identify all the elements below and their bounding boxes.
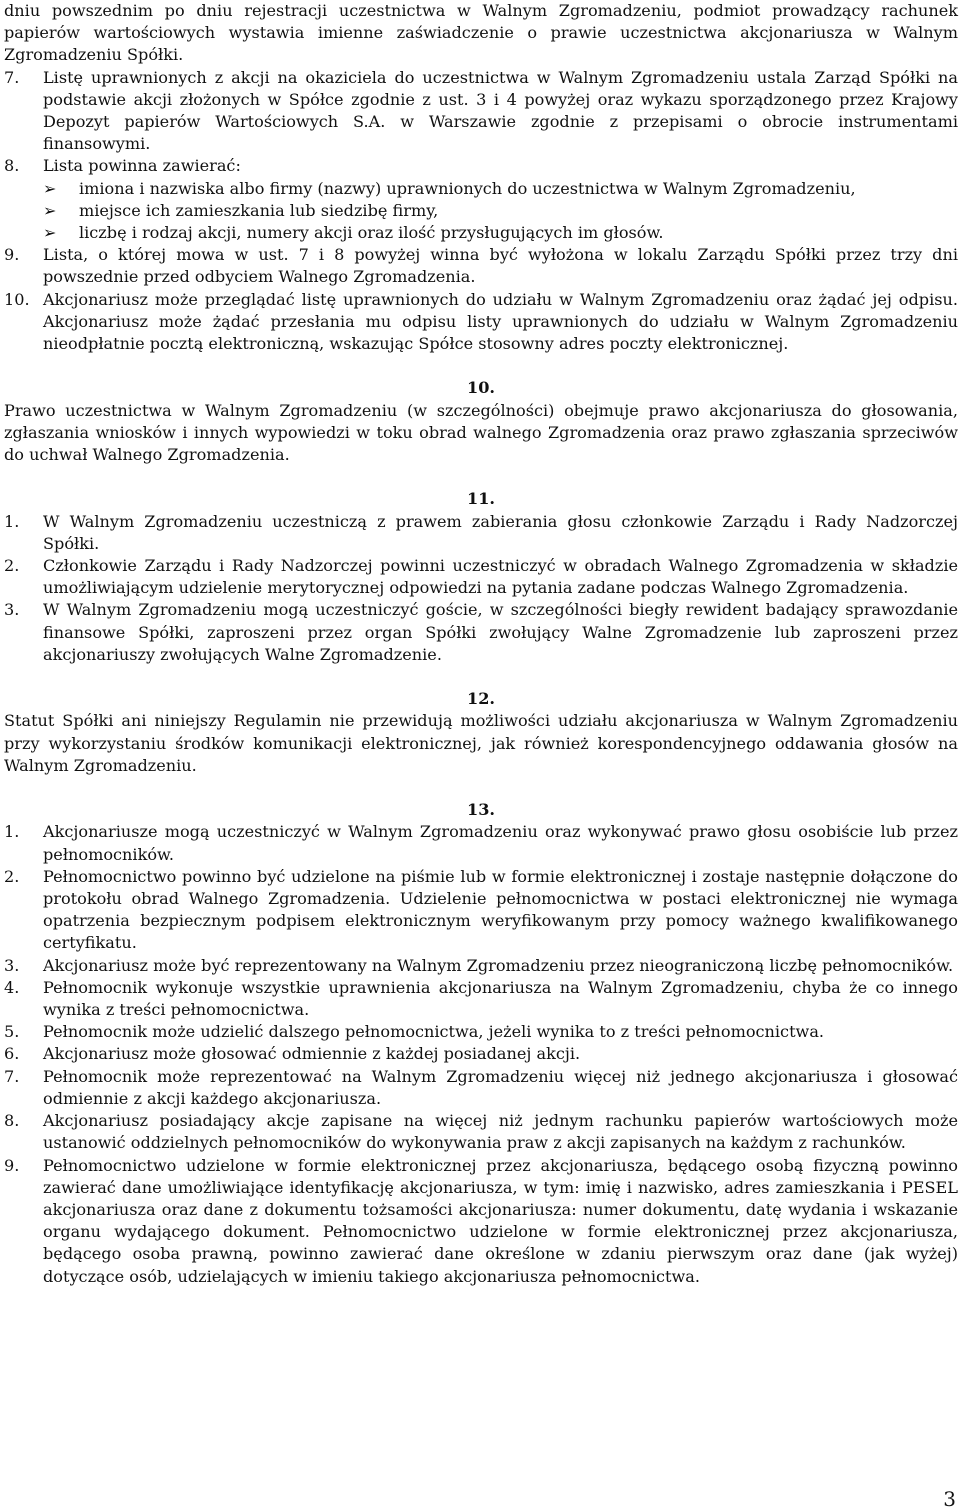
arrow-bullet-icon: ➢: [43, 223, 57, 243]
item-number: 8.: [4, 156, 20, 176]
sec13-item-8: [4, 1110, 958, 1154]
page-number: 3: [943, 1486, 956, 1511]
item-text: Pełnomocnictwo udzielone w formie elektronicznej przez akcjonariusza, będącego osobą fizyczną powinno zawierać dane umożliwiające identyfikację akcjonariusza, w tym: imię i nazwisko, adres zamieszkania i PESEL akcjonariusza oraz dane z dokumentu tożsamości akcjonariusza: numer dokumentu, datę wydania i wskazanie organu wydającego dokument. Pełnomocnictwo udzielone w formie elektronicznej przez akcjonariusza, będącego osoba prawną, powinno zawierać dane określone w zdaniu pierwszym oraz dane (jak wyżej) dotyczące osób, udzielających w imieniu takiego akcjonariusza pełnomocnictwa.: [43, 1155, 958, 1286]
item-text: Lista, o której mowa w ust. 7 i 8 powyżej winna być wyłożona w lokalu Zarządu Spółki przez trzy dni powszednie przed odbyciem Walnego Zgromadzenia.: [43, 245, 958, 287]
item-number: 9.: [4, 245, 20, 265]
sec9-item-8: [4, 155, 958, 177]
item-number: 10.: [4, 289, 30, 309]
item-number: 7.: [4, 1066, 20, 1086]
item-text: W Walnym Zgromadzeniu uczestniczą z prawem zabierania głosu członkowie Zarządu i Rady Nadzorczej Spółki.: [43, 511, 958, 553]
sec13-item-2: [4, 866, 958, 955]
item-text: Pełnomocnik wykonuje wszystkie uprawnienia akcjonariusza na Walnym Zgromadzeniu, chyba że co innego wynika z treści pełnomocnictwa.: [43, 977, 958, 1020]
sec9-item-9: [4, 244, 958, 288]
list-bullet-1: [43, 178, 958, 200]
item-number: 2.: [4, 556, 20, 576]
item-number: 1.: [4, 511, 20, 531]
item-text: Listę uprawnionych z akcji na okaziciela do uczestnictwa w Walnym Zgromadzeniu ustala Zarząd Spółki na podstawie akcji złożonych w Spółce zgodnie z ust. 3 i 4 powyżej oraz wykazu sporządzonego przez Krajowy Depozyt papierów Wartościowych S.A. w Warszawie zgodnie z przepisami o obrocie instrumentami finansowymi.: [43, 67, 958, 154]
item-text: Akcjonariusz może przeglądać listę uprawnionych do udziału w Walnym Zgromadzeniu oraz żądać jej odpisu. Akcjonariusz może żądać przesłania mu odpisu listy uprawnionych do udziału w Walnym Zgromadzeniu nieodpłatnie pocztą elektroniczną, wskazując Spółce stosowny adres poczty elektronicznej.: [43, 289, 958, 354]
item-text: Lista powinna zawierać:: [43, 156, 241, 176]
item-text: Akcjonariusze mogą uczestniczyć w Walnym Zgromadzeniu oraz wykonywać prawo głosu osobiście lub przez pełnomocników.: [43, 822, 958, 864]
sec13-item-1: [4, 821, 958, 865]
arrow-bullet-icon: ➢: [43, 200, 57, 220]
bullet-text: imiona i nazwiska albo firmy (nazwy) uprawnionych do uczestnictwa w Walnym Zgromadzeniu,: [79, 178, 856, 198]
list-bullet-3: [43, 222, 958, 244]
item-number: 6.: [4, 1044, 20, 1064]
item-text: Akcjonariusz może być reprezentowany na Walnym Zgromadzeniu przez nieograniczoną liczbę pełnomocników.: [43, 955, 954, 975]
sec13-item-3: [4, 955, 958, 977]
item-number: 8.: [4, 1111, 20, 1131]
bullet-text: miejsce ich zamieszkania lub siedzibę firmy,: [79, 200, 439, 220]
sec11-item-2: [4, 555, 958, 599]
item-number: 5.: [4, 1022, 20, 1042]
item-text: Pełnomocnik może reprezentować na Walnym Zgromadzeniu więcej niż jednego akcjonariusza i głosować odmiennie z akcji każdego akcjonariusza.: [43, 1066, 958, 1108]
section-heading-10: 10.: [467, 378, 495, 398]
item-number: 9.: [4, 1155, 20, 1175]
item-number: 4.: [4, 977, 20, 997]
item-number: 1.: [4, 822, 20, 842]
item-text: Pełnomocnictwo powinno być udzielone na piśmie lub w formie elektronicznej i zostaje następnie dołączone do protokołu obrad Walnego Zgromadzenia. Udzielenie pełnomocnictwa w postaci elektronicznej nie wymaga opatrzenia bezpiecznym podpisem elektronicznym weryfikowanym przy pomocy ważnego kwalifikowanego certyfikatu.: [43, 866, 958, 953]
list-bullet-2: [43, 200, 958, 222]
item-text: Akcjonariusz posiadający akcje zapisane na więcej niż jednym rachunku papierów wartościowych może ustanowić oddzielnych pełnomocników do wykonywania praw z akcji zapisanych na każdym z rachunków.: [43, 1111, 958, 1153]
section-heading-11: 11.: [467, 489, 495, 509]
item-number: 3.: [4, 600, 20, 620]
section-heading-12: 12.: [467, 689, 495, 709]
item-text: W Walnym Zgromadzeniu mogą uczestniczyć goście, w szczególności biegły rewident badający sprawozdanie finansowe Spółki, zaproszeni przez organ Spółki zwołujący Walne Zgromadzenie lub zaproszeni przez akcjonariuszy zwołujących Walne Zgromadzenie.: [43, 600, 958, 664]
sec13-item-7: [4, 1066, 958, 1110]
item-number: 2.: [4, 866, 20, 886]
document-page: [4, 0, 958, 1288]
section-12-text: Statut Spółki ani niniejszy Regulamin nie przewidują możliwości udziału akcjonariusza w Walnym Zgromadzeniu przy wykorzystaniu środków komunikacji elektronicznej, jak również korespondencyjnego oddawania głosów na Walnym Zgromadzeniu.: [4, 711, 958, 775]
item-text: Akcjonariusz może głosować odmiennie z każdej posiadanej akcji.: [43, 1044, 581, 1064]
sec11-item-3: [4, 599, 958, 666]
section-heading-13: 13.: [467, 800, 495, 820]
intro-paragraph: dniu powszednim po dniu rejestracji uczestnictwa w Walnym Zgromadzeniu, podmiot prowadzący rachunek papierów wartościowych wystawia imienne zaświadczenie o prawie uczestnictwa akcjonariusza w Walnym Zgromadzeniu Spółki.: [4, 1, 958, 65]
sec9-item-10: [4, 289, 958, 356]
section-10-text: Prawo uczestnictwa w Walnym Zgromadzeniu (w szczególności) obejmuje prawo akcjonariusza do głosowania, zgłaszania wniosków i innych wypowiedzi w toku obrad walnego Zgromadzenia oraz prawo zgłaszania sprzeciwów do uchwał Walnego Zgromadzenia.: [4, 400, 958, 465]
sec13-item-4: [4, 977, 958, 1021]
item-number: 7.: [4, 67, 20, 87]
sec13-item-5: [4, 1021, 958, 1043]
item-text: Członkowie Zarządu i Rady Nadzorczej powinni uczestniczyć w obradach Walnego Zgromadzenia w składzie umożliwiającym udzielenie merytorycznej odpowiedzi na pytania zadane podczas Walnego Zgromadzenia.: [43, 556, 958, 598]
sec13-item-6: [4, 1043, 958, 1065]
sec11-item-1: [4, 511, 958, 555]
sec13-item-9: [4, 1155, 958, 1288]
item-number: 3.: [4, 955, 20, 975]
bullet-text: liczbę i rodzaj akcji, numery akcji oraz ilość przysługujących im głosów.: [79, 223, 664, 243]
sec9-item-7: [4, 67, 958, 156]
item-text: Pełnomocnik może udzielić dalszego pełnomocnictwa, jeżeli wynika to z treści pełnomocnictwa.: [43, 1022, 825, 1042]
arrow-bullet-icon: ➢: [43, 178, 57, 198]
